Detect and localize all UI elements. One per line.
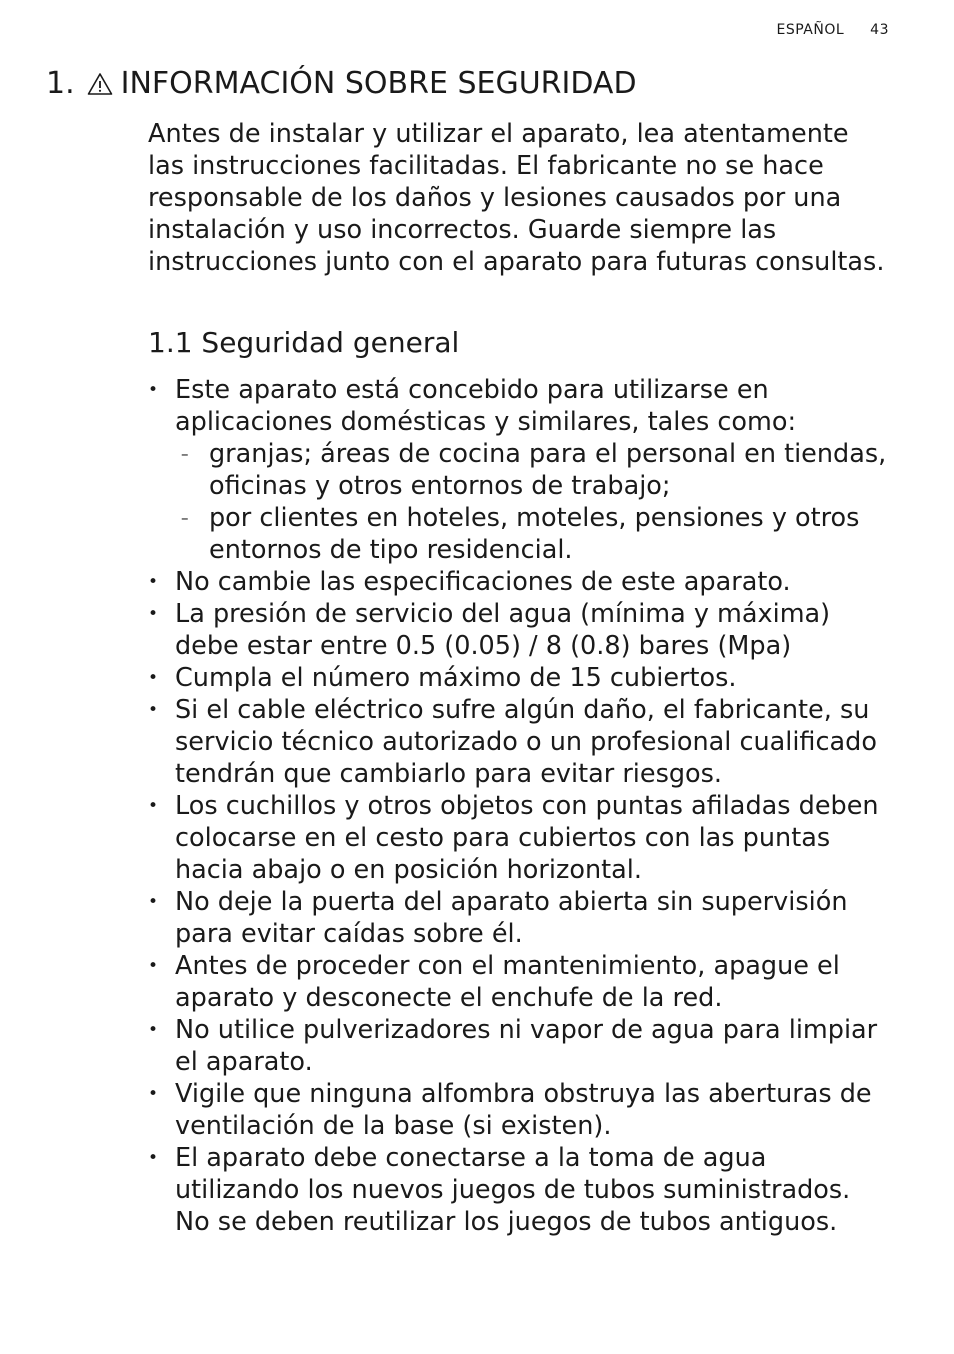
section-title-text: INFORMACIÓN SOBRE SEGURIDAD xyxy=(120,66,637,101)
list-item: • No cambie las especificaciones de este aparato. xyxy=(148,566,890,598)
safety-list xyxy=(148,374,890,1238)
list-item: • No deje la puerta del aparato abierta sin supervisión para evitar caídas sobre él. xyxy=(148,886,890,950)
sub-list-item: – granjas; áreas de cocina para el personal en tiendas, oficinas y otros entornos de trabajo; xyxy=(175,438,890,502)
list-item: • El aparato debe conectarse a la toma de agua utilizando los nuevos juegos de tubos suministrados. No se deben reutilizar los juegos de tubos antiguos. xyxy=(148,1142,890,1238)
list-item: • La presión de servicio del agua (mínima y máxima) debe estar entre 0.5 (0.05) / 8 (0.8) bares (Mpa) xyxy=(148,598,890,662)
page-header xyxy=(777,22,889,38)
language-label: ESPAÑOL xyxy=(776,22,845,38)
list-item: • No utilice pulverizadores ni vapor de agua para limpiar el aparato. xyxy=(148,1014,890,1078)
list-item: • Cumpla el número máximo de 15 cubiertos. xyxy=(148,662,890,694)
page-number: 43 xyxy=(870,22,889,38)
list-item xyxy=(148,374,890,566)
list-item: • Si el cable eléctrico sufre algún daño, el fabricante, su servicio técnico autorizado o un profesional cualificado tendrán que cambiarlo para evitar riesgos. xyxy=(148,694,890,790)
intro-paragraph: Antes de instalar y utilizar el aparato, lea atentamente las instrucciones facilitadas. El fabricante no se hace responsable de los daños y lesiones causados por una instalación y uso incorrectos. Guarde siempre las instrucciones junto con el aparato para futuras consultas. xyxy=(148,119,885,277)
list-item: • Antes de proceder con el mantenimiento, apague el aparato y desconecte el enchufe de la red. xyxy=(148,950,890,1014)
warning-triangle-icon xyxy=(87,72,113,96)
section-number: 1. xyxy=(46,66,75,101)
section-title xyxy=(46,66,637,101)
sub-list xyxy=(175,438,890,566)
list-item: • Los cuchillos y otros objetos con puntas afiladas deben colocarse en el cesto para cubiertos con las puntas hacia abajo o en posición horizontal. xyxy=(148,790,890,886)
subsection-title: 1.1 Seguridad general xyxy=(148,326,460,359)
list-item-text: Este aparato está concebido para utilizarse en aplicaciones domésticas y similares, tales como: xyxy=(175,375,797,437)
list-item: • Vigile que ninguna alfombra obstruya las aberturas de ventilación de la base (si existen). xyxy=(148,1078,890,1142)
sub-list-item: – por clientes en hoteles, moteles, pensiones y otros entornos de tipo residencial. xyxy=(175,502,890,566)
